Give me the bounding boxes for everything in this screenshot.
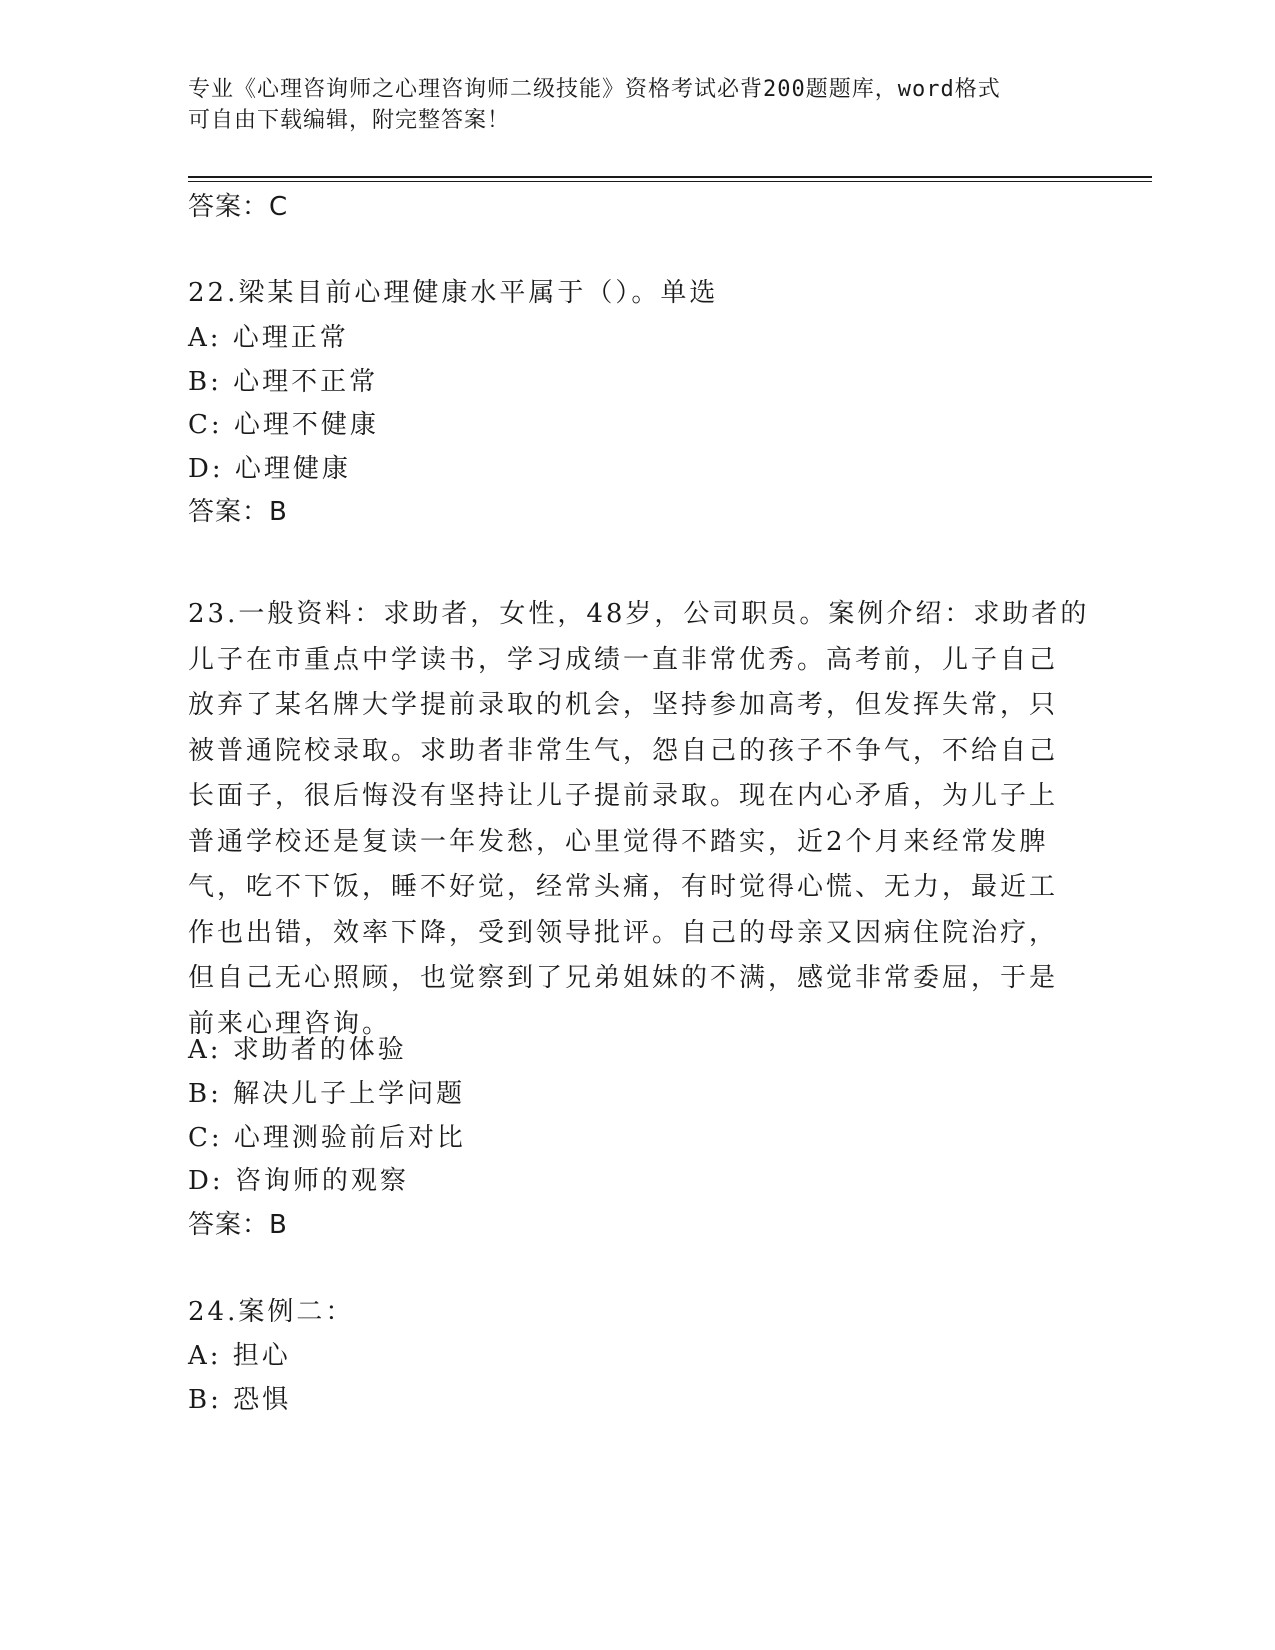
q23-line: 气，吃不下饭，睡不好觉，经常头痛，有时觉得心慌、无力，最近工 (188, 872, 1059, 902)
q23-line: 前来心理咨询。 (188, 1008, 392, 1039)
q22-answer: 答案：B (188, 497, 288, 527)
q24-option-a: A: 担心 (188, 1341, 291, 1371)
header-divider (188, 176, 1152, 182)
q22-option-d: D: 心理健康 (188, 454, 351, 484)
q24-option-b: B: 恐惧 (188, 1385, 292, 1415)
q23-option-d: D: 咨询师的观察 (188, 1166, 409, 1196)
question-24: 24.案例二： (188, 1297, 355, 1327)
answer-prev: 答案：C (188, 192, 289, 222)
q23-line: 长面子，很后悔没有坚持让儿子提前录取。现在内心矛盾，为儿子上 (188, 781, 1059, 811)
q23-line: 放弃了某名牌大学提前录取的机会，坚持参加高考，但发挥失常，只 (188, 690, 1059, 720)
q23-option-c: C: 心理测验前后对比 (188, 1123, 466, 1153)
q23-line: 作也出错，效率下降，受到领导批评。自己的母亲又因病住院治疗， (188, 917, 1059, 948)
question-22: 22.梁某目前心理健康水平属于（）。单选 (188, 278, 719, 308)
q22-option-c: C: 心理不健康 (188, 410, 379, 440)
q23-line: 但自己无心照顾，也觉察到了兄弟姐妹的不满，感觉非常委屈，于是 (188, 963, 1059, 993)
q23-line: 儿子在市重点中学读书，学习成绩一直非常优秀。高考前，儿子自己 (188, 644, 1059, 675)
q23-line: 23.一般资料：求助者，女性，48岁，公司职员。案例介绍：求助者的 (188, 599, 1090, 629)
q22-option-a: A: 心理正常 (188, 323, 349, 353)
question-23 (188, 592, 1090, 1047)
q23-option-a: A: 求助者的体验 (188, 1035, 407, 1065)
q23-line: 被普通院校录取。求助者非常生气，怨自己的孩子不争气，不给自己 (188, 735, 1059, 766)
q22-option-b: B: 心理不正常 (188, 367, 379, 397)
q23-option-b: B: 解决儿子上学问题 (188, 1079, 466, 1109)
document-header (188, 74, 1068, 136)
header-line-1: 专业《心理咨询师之心理咨询师二级技能》资格考试必背200题题库，word格式 (188, 77, 1001, 102)
q23-line: 普通学校还是复读一年发愁，心里觉得不踏实，近2个月来经常发脾 (188, 826, 1049, 857)
q23-answer: 答案：B (188, 1210, 288, 1240)
header-line-2: 可自由下载编辑，附完整答案！ (188, 108, 511, 133)
